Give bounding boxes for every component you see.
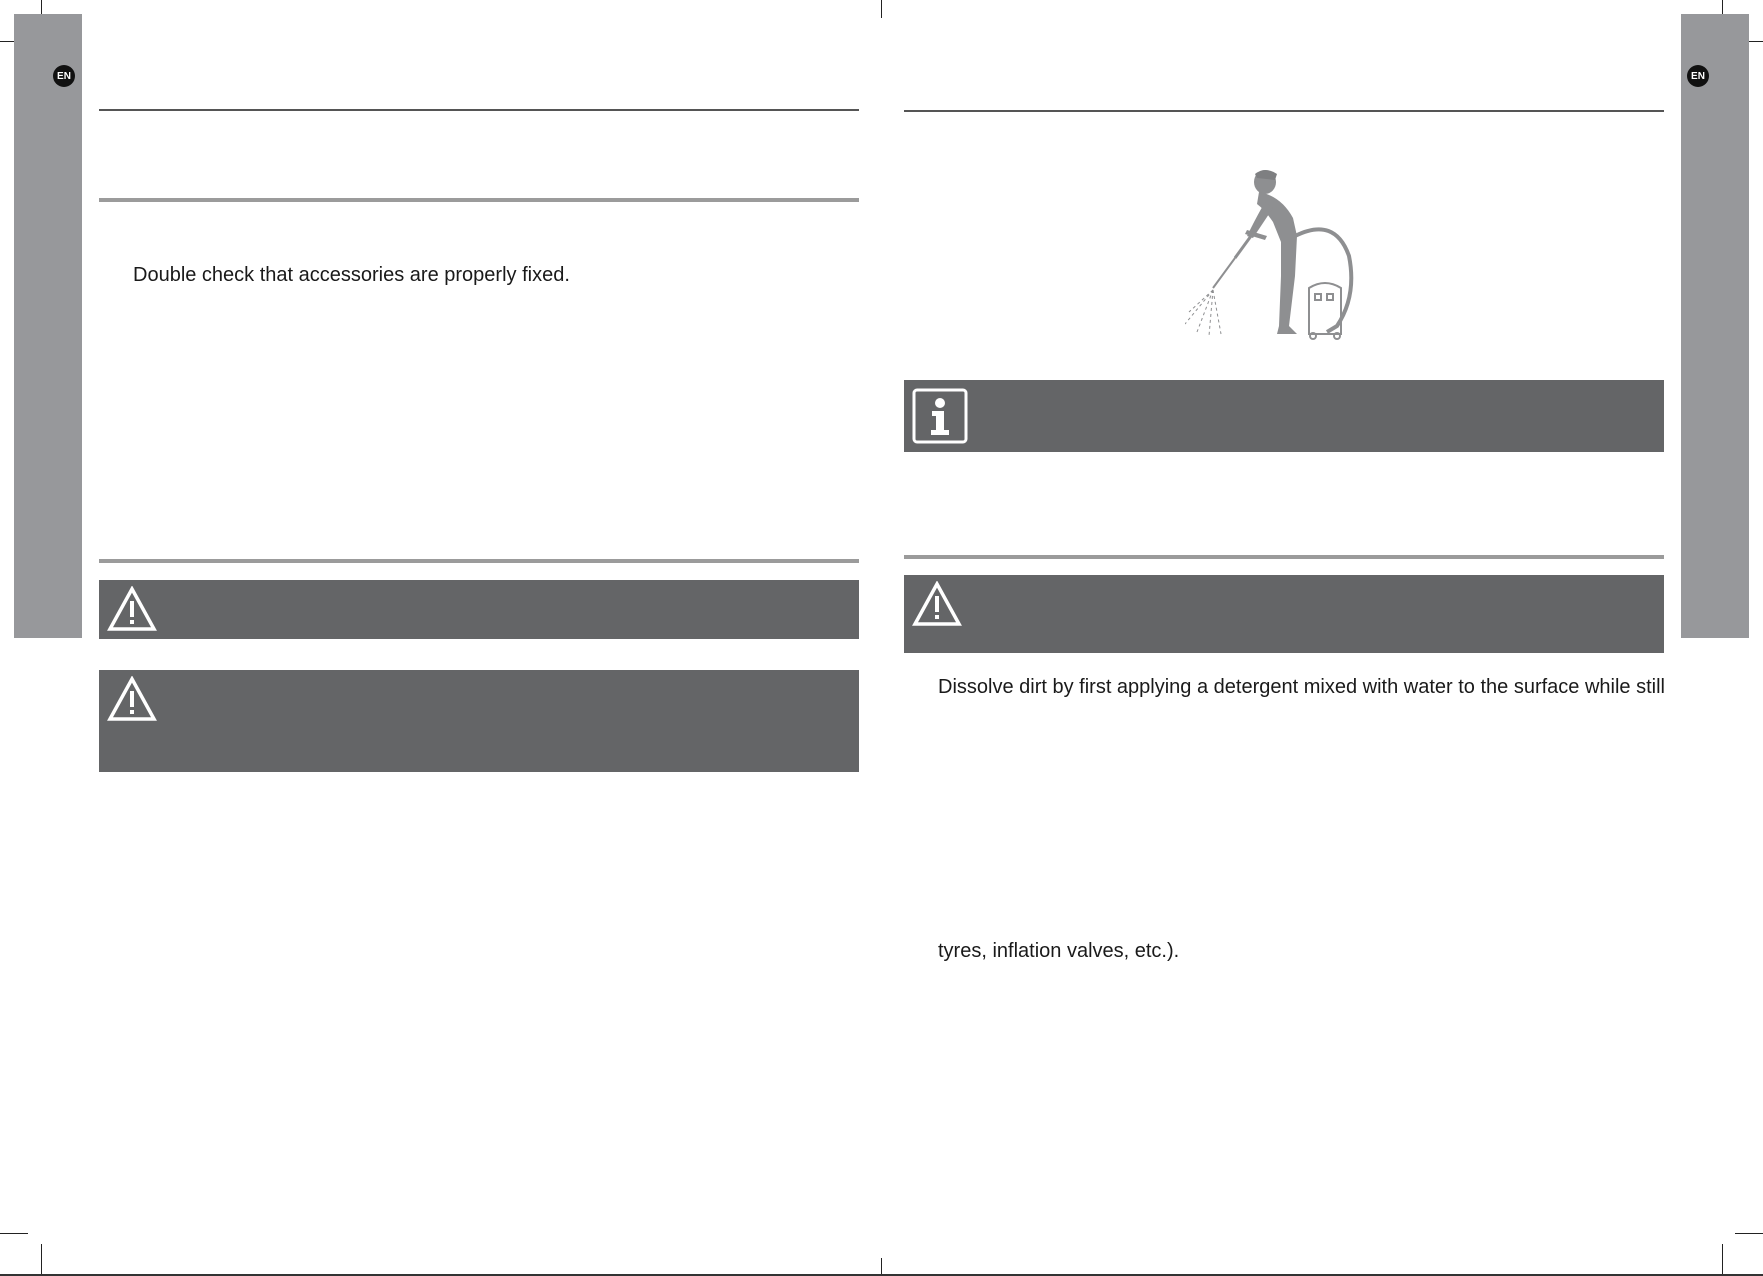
warning-banner: [99, 580, 859, 639]
header-rule: [904, 110, 1664, 112]
accessories-text: Double check that accessories are properly fixed.: [133, 264, 570, 286]
section-rule: [99, 559, 859, 563]
dissolve-dirt-text: Dissolve dirt by first applying a detergent mixed with water to the surface while still: [938, 676, 1665, 698]
tyres-text: tyres, inflation valves, etc.).: [938, 940, 1180, 962]
section-rule: [904, 555, 1664, 559]
language-badge: EN: [53, 65, 75, 87]
crop-mark: [41, 1244, 42, 1276]
crop-mark: [1722, 1244, 1723, 1276]
crop-mark: [1735, 1233, 1763, 1234]
warning-triangle-icon: [107, 586, 157, 632]
right-sidebar-tab: [1681, 14, 1749, 638]
warning-banner: [99, 670, 859, 772]
crop-mark: [0, 1233, 28, 1234]
warning-triangle-icon: [107, 676, 157, 722]
header-rule: [99, 109, 859, 111]
left-sidebar-tab: [14, 14, 82, 638]
language-badge: EN: [1687, 65, 1709, 87]
person-spraying-pressure-washer-illustration: [1185, 166, 1385, 340]
info-banner: [904, 380, 1664, 452]
warning-triangle-icon: [912, 581, 962, 627]
section-rule: [99, 198, 859, 202]
info-icon: [912, 388, 968, 444]
warning-banner: [904, 575, 1664, 653]
crop-mark: [881, 0, 882, 18]
